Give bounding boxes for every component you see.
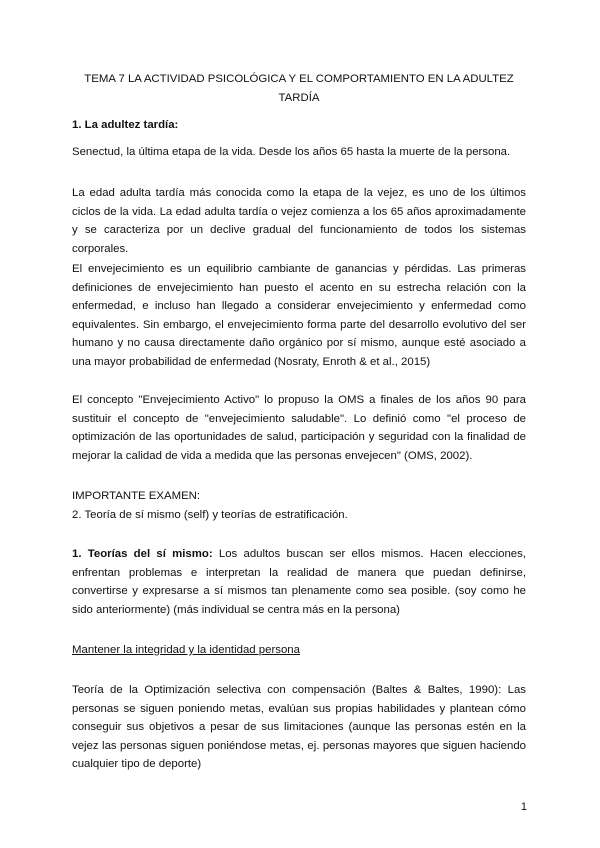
paragraph-senectud: Senectud, la última etapa de la vida. Desde los años 65 hasta la muerte de la persona. <box>72 146 511 158</box>
paragraph-optimizacion-selectiva: Teoría de la Optimización selectiva con compensación (Baltes & Baltes, 1990): Las personas se siguen poniendo metas, evalúan sus propias habilidades y plantean cómo conseguir sus objetivos a pesar de sus limitaciones (aunque las personas estén en la vejez las personas siguen poniéndose metas, ej. personas mayores que siguen haciendo cualquier tipo de deporte) <box>72 684 526 771</box>
exam-item: 2. Teoría de sí mismo (self) y teorías de estratificación. <box>72 509 348 521</box>
theory-heading: 1. Teorías del sí mismo: <box>72 548 213 560</box>
document-title: TEMA 7 LA ACTIVIDAD PSICOLÓGICA Y EL COMPORTAMIENTO EN LA ADULTEZ TARDÍA <box>84 73 514 104</box>
subheading-integridad: Mantener la integridad y la identidad persona <box>72 644 300 656</box>
paragraph-edad-adulta: La edad adulta tardía más conocida como la etapa de la vejez, es uno de los últimos ciclos de la vida. La edad adulta tardía o vejez comienza a los 65 años aproximadamente y se caracteriza por un declive gradual del funcionamiento de todos los sistemas corporales. <box>72 187 526 255</box>
paragraph-envejecimiento: El envejecimiento es un equilibrio cambiante de ganancias y pérdidas. Las primeras definiciones de envejecimiento han puesto el acento en su estrecha relación con la enfermedad, e incluso han llegado a considerar envejecimiento y enfermedad como equivalentes. Sin embargo, el envejecimiento forma parte del desarrollo evolutivo del ser humano y no causa directamente daño orgánico por sí mismo, aunque esté asociado a una mayor probabilidad de enfermedad (Nosraty, Enroth & et al., 2015) <box>72 263 526 368</box>
theory-text: Los adultos buscan ser ellos mismos. Hacen elecciones, enfrentan problemas e interpretan la realidad de manera que puedan definirse, convertirse y expresarse a sí mismos tan plenamente como sea posible. (soy como he sido anteriormente) (más individual se centra más en la persona) <box>72 548 526 616</box>
page-number: 1 <box>520 801 527 813</box>
section-heading-adultez: 1. La adultez tardía: <box>72 119 179 131</box>
paragraph-envejecimiento-activo: El concepto "Envejecimiento Activo" lo propuso la OMS a finales de los años 90 para sustituir el concepto de "envejecimiento saludable". Lo definió como "el proceso de optimización de las oportunidades de salud, participación y seguridad con la finalidad de mejorar la calidad de vida a medida que las personas envejecen" (OMS, 2002). <box>72 394 526 462</box>
exam-label: IMPORTANTE EXAMEN: <box>72 490 201 502</box>
paragraph-teorias-si-mismo <box>72 545 526 619</box>
